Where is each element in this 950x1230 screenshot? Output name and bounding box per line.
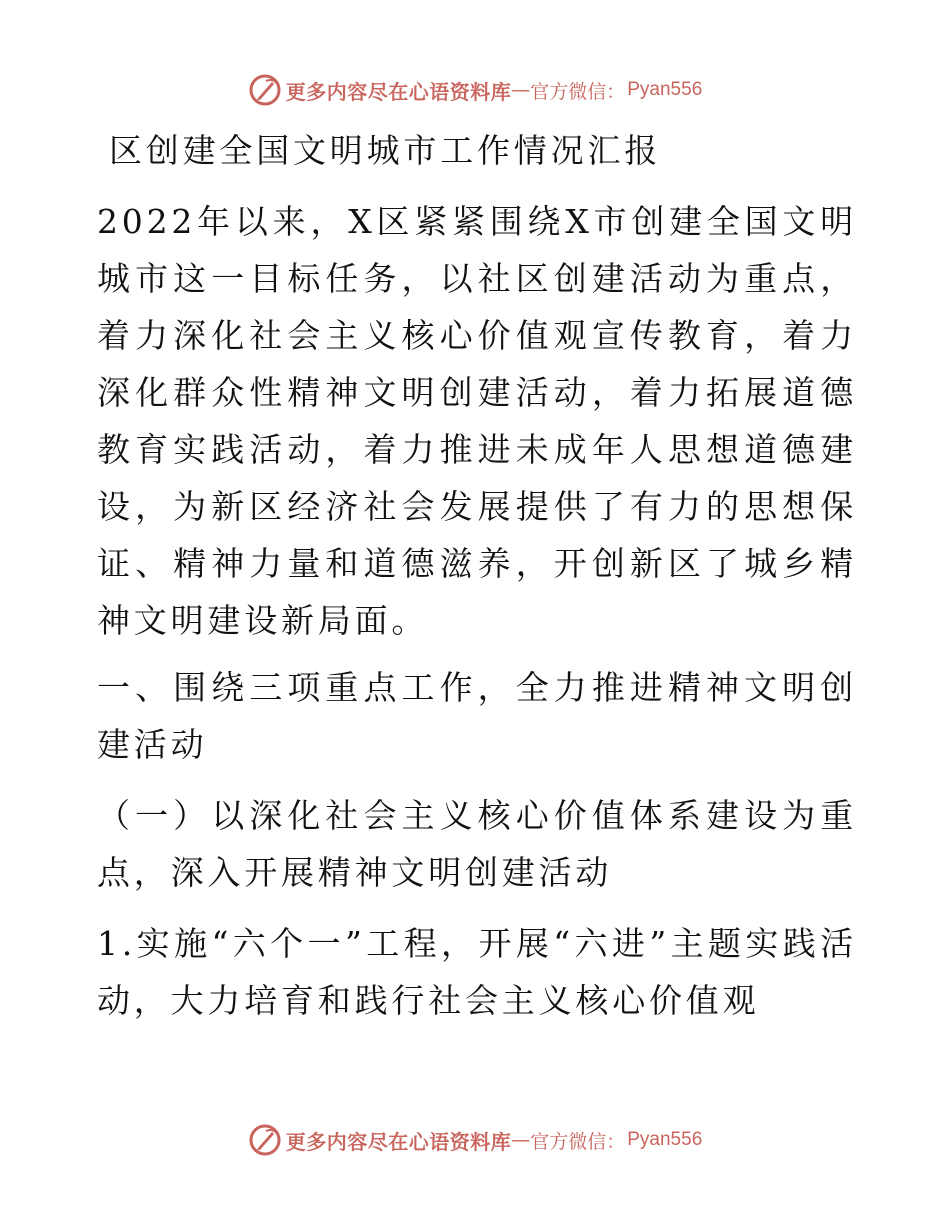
watermark-main-text: 更多内容尽在心语资料库 [285,79,512,104]
watermark-main-text: 更多内容尽在心语资料库 [285,1129,512,1154]
watermark-sub-text: 官方微信： [530,1130,626,1153]
watermark-dash: — [511,1129,531,1151]
watermark-footer [0,1118,950,1162]
quill-pen-icon [248,1123,282,1157]
intro-paragraph: 2022年以来，X区紧紧围绕X市创建全国文明城市这一目标任务，以社区创建活动为重点，着力深化社会主义核心价值观宣传教育，着力深化群众性精神文明创建活动，着力拓展道德教育实践活动，着力推进未成年人思想道德建设，为新区经济社会发展提供了有力的思想保证、精神力量和道德滋养，开创新区了城乡精神文明建设新局面。 [97,202,857,640]
section-heading: 一、围绕三项重点工作，全力推进精神文明创建活动 [97,668,857,764]
watermark-sub-text: 官方微信： [530,80,626,103]
subsection-heading: （一）以深化社会主义核心价值体系建设为重点，深入开展精神文明创建活动 [97,796,857,892]
item-heading: 1.实施“六个一”工程，开展“六进”主题实践活动，大力培育和践行社会主义核心价值观 [97,924,857,1020]
document-body [97,122,857,1043]
quill-pen-icon [248,73,282,107]
document-title: 区创建全国文明城市工作情况汇报 [109,131,661,170]
watermark-dash: — [511,79,531,101]
watermark-header [0,68,950,112]
watermark-wechat-id: Pyan556 [627,1129,703,1150]
watermark-wechat-id: Pyan556 [627,79,703,100]
